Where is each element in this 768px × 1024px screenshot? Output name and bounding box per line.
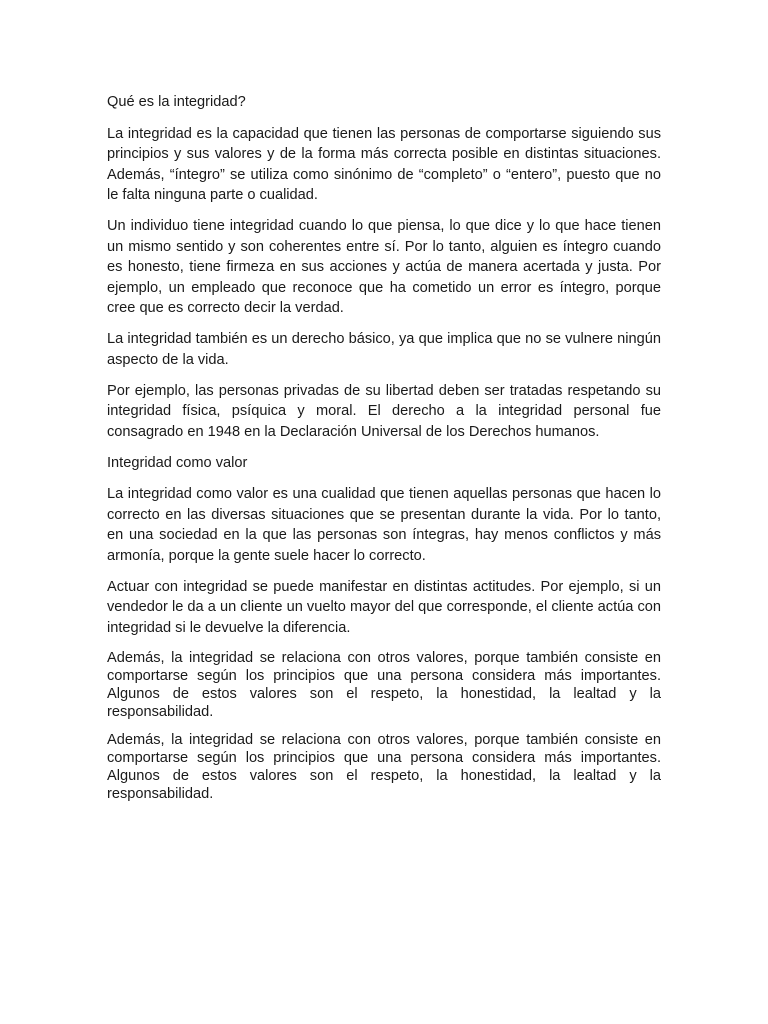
section-subtitle: Integridad como valor [107,454,248,471]
paragraph-value: La integridad como valor es una cualidad que tienen aquellas personas que hacen lo correcto en las diversas situaciones que se presentan durante la vida. Por lo tanto, en una sociedad en la que las personas son íntegras, hay menos conflictos y más armonía, porque la gente suele hacer lo correcto. [107,486,661,564]
document-title: Qué es la integridad? [107,94,246,110]
paragraph-basic-right: La integridad también es un derecho básico, ya que implica que no se vulnere ningún aspecto de la vida. [107,331,661,368]
paragraph-other-values: Además, la integridad se relaciona con otros valores, porque también consiste en comportarse según los principios que una persona considera más importantes. Algunos de estos valores son el respeto, la honestidad, la lealtad y la responsabilidad. [107,649,661,720]
paragraph-actions: Actuar con integridad se puede manifestar en distintas actitudes. Por ejemplo, si un vendedor le da a un cliente un vuelto mayor del que corresponde, el cliente actúa con integridad si le devuelve la diferencia. [107,578,661,636]
document-page [107,92,661,813]
paragraph-definition: La integridad es la capacidad que tienen las personas de comportarse siguiendo sus principios y sus valores y de la forma más correcta posible en distintas situaciones. Además, “íntegro” se utiliza como sinónimo de “completo” o “entero”, puesto que no le falta ninguna parte o cualidad. [107,125,661,203]
paragraph-example-rights: Por ejemplo, las personas privadas de su libertad deben ser tratadas respetando su integridad física, psíquica y moral. El derecho a la integridad personal fue consagrado en 1948 en la Declaración Universal de los Derechos humanos. [107,382,661,440]
paragraph-individual: Un individuo tiene integridad cuando lo que piensa, lo que dice y lo que hace tienen un mismo sentido y son coherentes entre sí. Por lo tanto, alguien es íntegro cuando es honesto, tiene firmeza en sus acciones y actúa de manera acertada y justa. Por ejemplo, un empleado que reconoce que ha cometido un error es íntegro, porque cree que es correcto decir la verdad. [107,218,661,316]
paragraph-other-values-repeat: Además, la integridad se relaciona con otros valores, porque también consiste en comportarse según los principios que una persona considera más importantes. Algunos de estos valores son el respeto, la honestidad, la lealtad y la responsabilidad. [107,731,661,802]
